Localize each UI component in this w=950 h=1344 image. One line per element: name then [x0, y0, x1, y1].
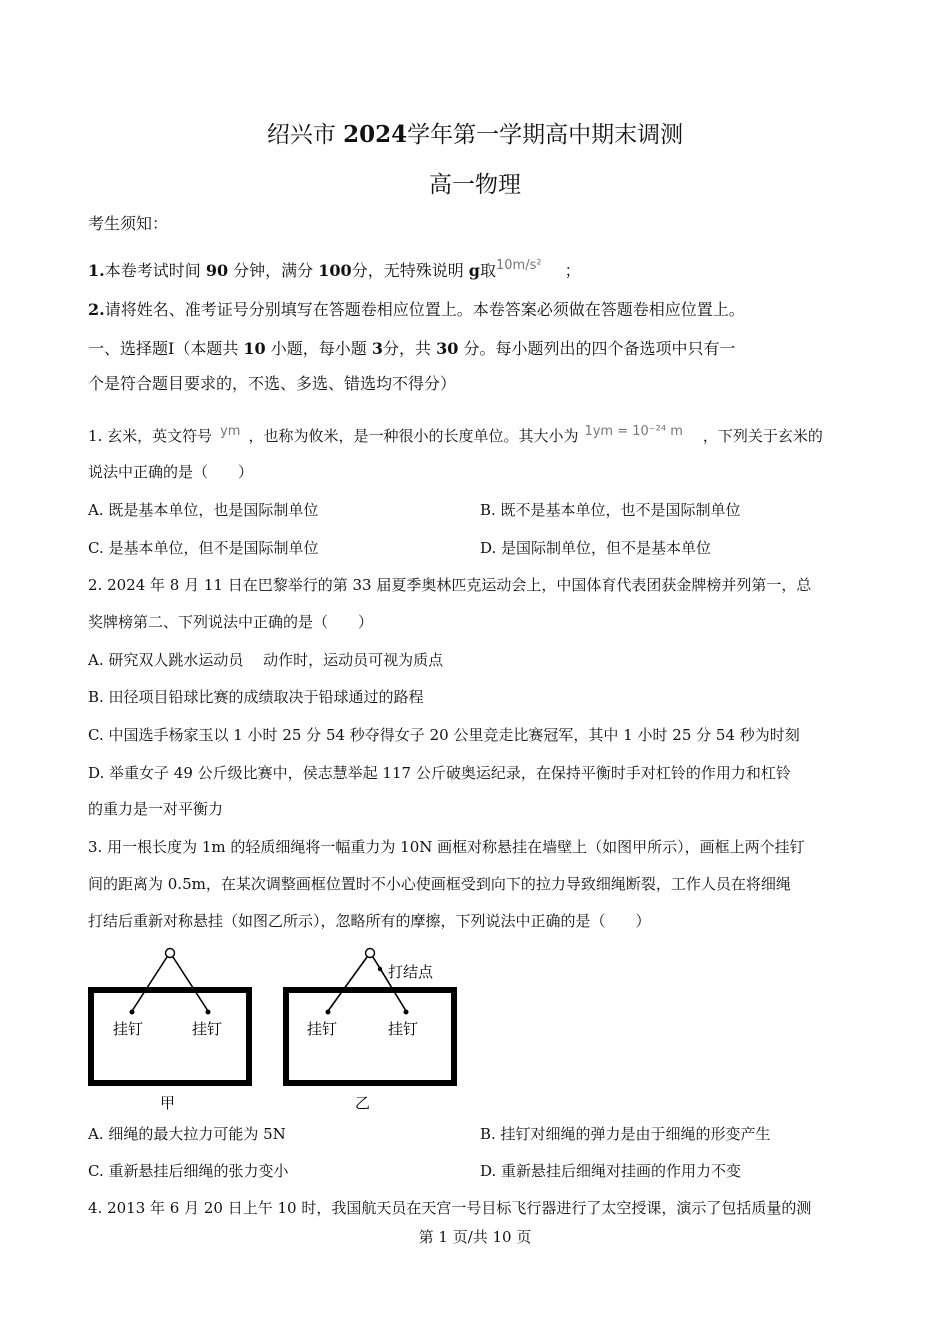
- q1-option-b: B. 既不是基本单位，也不是国际制单位: [480, 501, 741, 519]
- q3-figure: [80, 940, 470, 1115]
- notice-item1-score: 100: [318, 261, 352, 280]
- q1-text-b: ，也称为攸米，是一种很小的长度单位。其大小为: [248, 427, 579, 445]
- q1-line1: [88, 426, 823, 448]
- hook-yi: [366, 949, 375, 958]
- q3-line1: 3. 用一根长度为 1m 的轻质细绳将一幅重力为 10N 画框对称悬挂在墙壁上（如图甲所示），画框上两个挂钉: [88, 838, 805, 856]
- q3-option-b: B. 挂钉对细绳的弹力是由于细绳的形变产生: [480, 1125, 771, 1143]
- rope-jia-right: [173, 957, 208, 1011]
- nail-yi-left: [326, 1010, 331, 1015]
- q1-line2: 说法中正确的是（ ）: [88, 463, 254, 481]
- knot-label: 打结点: [388, 963, 434, 981]
- gravity-value: 10m/s²: [496, 258, 542, 273]
- notice-item1-text-c: 分，无特殊说明: [351, 261, 464, 280]
- q1-equation: 1ym = 10⁻²⁴ m: [584, 424, 683, 439]
- notice-item1-num: 1.: [88, 261, 105, 280]
- q2-option-d-line1: D. 举重女子 49 公斤级比赛中，侯志慧举起 117 公斤破奥运纪录，在保持平衡时手对杠铃的作用力和杠铃: [88, 764, 791, 782]
- exam-subtitle: 高一物理: [429, 172, 521, 198]
- q3-line3: 打结后重新对称悬挂（如图乙所示），忽略所有的摩擦，下列说法中正确的是（ ）: [88, 912, 651, 930]
- q3-option-d: D. 重新悬挂后细绳对挂画的作用力不变: [480, 1162, 742, 1180]
- notice-item2-text: 请将姓名、准考证号分别填写在答题卷相应位置上。本卷答案必须做在答题卷相应位置上。: [104, 300, 745, 319]
- q2-option-c: C. 中国选手杨家玉以 1 小时 25 分 54 秒夺得女子 20 公里竞走比赛冠军，其中 1 小时 25 分 54 秒为时刻: [88, 726, 800, 744]
- knot-point: [378, 967, 382, 971]
- rope-yi-left: [328, 957, 367, 1011]
- notice-item1-g: g: [468, 261, 480, 280]
- q1-option-a: A. 既是基本单位，也是国际制单位: [88, 501, 319, 519]
- nail-label-yi-left: 挂钉: [307, 1020, 338, 1038]
- nail-label-jia-right: 挂钉: [192, 1020, 223, 1038]
- section1-text-b: 小题，每小题: [270, 339, 367, 358]
- q1-text-c: ，下列关于玄米的: [702, 427, 823, 445]
- notice-item-2: [88, 300, 745, 320]
- q3-line2: 间的距离为 0.5m，在某次调整画框位置时不小心使画框受到向下的拉力导致细绳断裂，工作人员在将细绳: [88, 875, 791, 893]
- hook-jia: [166, 949, 175, 958]
- q1-option-d: D. 是国际制单位，但不是基本单位: [480, 539, 712, 557]
- notice-item1-text-b: 分钟，满分: [233, 261, 314, 280]
- nail-jia-right: [206, 1010, 211, 1015]
- notice-heading: 考生须知：: [88, 214, 169, 233]
- section1-total: 30: [436, 339, 459, 358]
- q4-line1: 4. 2013 年 6 月 20 日上午 10 时，我国航天员在天宫一号目标飞行器进行了太空授课，演示了包括质量的测: [88, 1199, 812, 1217]
- q2-line1: 2. 2024 年 8 月 11 日在巴黎举行的第 33 届夏季奥林匹克运动会上，中国体育代表团获金牌榜并列第一，总: [88, 576, 812, 594]
- section1-line1: [88, 339, 736, 359]
- notice-item-1: [88, 258, 581, 283]
- q1-option-c: C. 是基本单位，但不是国际制单位: [88, 539, 319, 557]
- title-prefix: 绍兴市: [266, 122, 336, 148]
- section1-points: 3: [371, 339, 384, 358]
- figure-label-yi: 乙: [355, 1094, 371, 1112]
- section1-text-d: 分。每小题列出的四个备选项中只有一: [463, 339, 736, 358]
- section1-text-c: 分，共: [383, 339, 432, 358]
- q2-option-a: A. 研究双人跳水运动员 动作时，运动员可视为质点: [88, 651, 444, 669]
- nail-label-yi-right: 挂钉: [388, 1020, 419, 1038]
- notice-item1-end: ；: [564, 261, 581, 280]
- page-number: 第 1 页/共 10 页: [418, 1228, 532, 1246]
- nail-yi-right: [404, 1010, 409, 1015]
- notice-item1-text-d: 取: [479, 261, 496, 280]
- notice-item1-text-a: 本卷考试时间: [104, 261, 201, 280]
- nail-label-jia-left: 挂钉: [113, 1020, 144, 1038]
- title-suffix: 学年第一学期高中期末调测: [407, 122, 684, 148]
- section1-count: 10: [243, 339, 266, 358]
- q3-option-c: C. 重新悬挂后细绳的张力变小: [88, 1162, 289, 1180]
- q1-text-a: 1. 玄米，英文符号: [88, 427, 213, 445]
- q1-symbol: ym: [220, 424, 241, 439]
- section1-line2: 个是符合题目要求的，不选、多选、错选均不得分）: [88, 374, 457, 393]
- title-year: 2024: [343, 121, 408, 148]
- frame-yi: [286, 949, 454, 1113]
- section1-text-a: 一、选择题Ⅰ（本题共: [88, 339, 239, 358]
- q3-option-a: A. 细绳的最大拉力可能为 5N: [88, 1125, 286, 1143]
- q2-option-b: B. 田径项目铅球比赛的成绩取决于铅球通过的路程: [88, 688, 424, 706]
- exam-title: [0, 116, 950, 149]
- q2-option-d-line2: 的重力是一对平衡力: [88, 800, 224, 818]
- notice-item1-time: 90: [205, 261, 229, 280]
- q2-line2: 奖牌榜第二、下列说法中正确的是（ ）: [88, 613, 374, 631]
- nail-jia-left: [130, 1010, 135, 1015]
- rope-jia-left: [132, 957, 167, 1011]
- figure-label-jia: 甲: [160, 1094, 176, 1112]
- frame-jia: [91, 949, 249, 1113]
- notice-item2-num: 2.: [88, 300, 105, 319]
